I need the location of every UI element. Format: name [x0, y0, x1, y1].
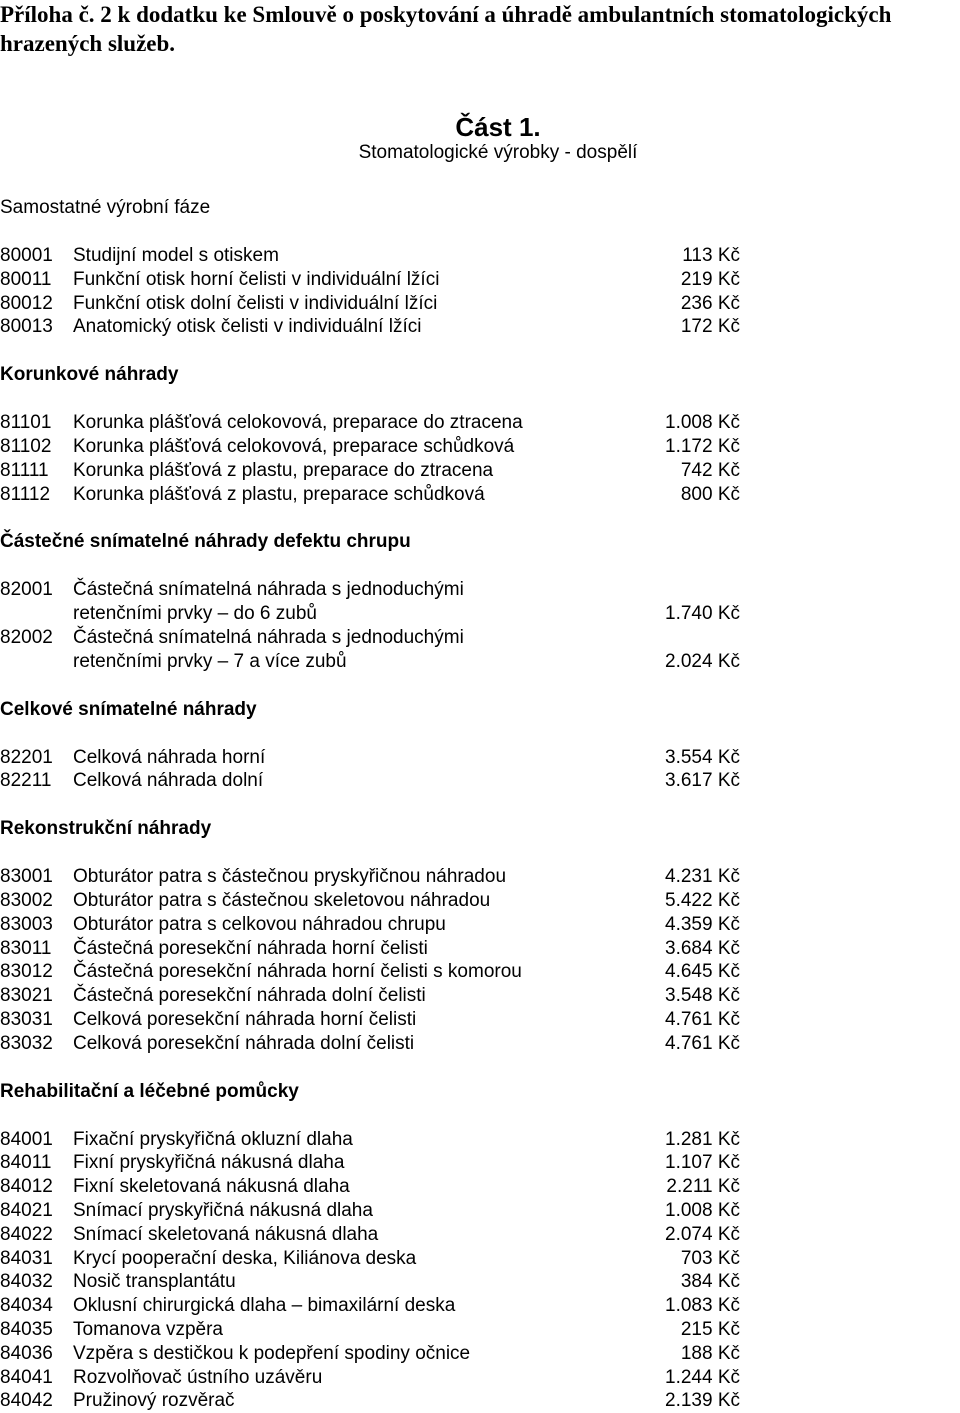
- item-code: 84035: [0, 1318, 53, 1340]
- section: [0, 363, 960, 506]
- item-code: 84042: [0, 1390, 53, 1412]
- item-name: [73, 244, 279, 268]
- header-line-2: hrazených služeb.: [0, 31, 176, 56]
- item-price: 2.024 Kč: [665, 650, 740, 672]
- item-row: [0, 1223, 960, 1247]
- item-row: [0, 865, 960, 889]
- item-price: 113 Kč: [682, 245, 740, 266]
- item-code: 83003: [0, 913, 53, 935]
- item-price: 4.645 Kč: [665, 961, 740, 983]
- item-name-line: Snímací pryskyřičná nákusná dlaha: [73, 1199, 373, 1221]
- section: [0, 1080, 960, 1413]
- item-name: [73, 865, 506, 889]
- item-price: 172 Kč: [680, 316, 740, 338]
- section-title: Rehabilitační a léčebné pomůcky: [0, 1080, 299, 1102]
- item-price: 2.211 Kč: [666, 1176, 740, 1198]
- item-code: 80011: [0, 268, 52, 290]
- item-name: [73, 1199, 373, 1223]
- item-name: [73, 1223, 378, 1247]
- item-name-line: Funkční otisk dolní čelisti v individuální lžíci: [73, 292, 438, 314]
- item-price: 703 Kč: [680, 1247, 740, 1269]
- item-row: [0, 1366, 960, 1390]
- item-name-line: Celková poresekční náhrada dolní čelisti: [73, 1032, 415, 1054]
- item-row: [0, 1270, 960, 1294]
- item-code: 80001: [0, 245, 53, 266]
- item-name: [73, 459, 493, 483]
- item-name: [73, 1175, 350, 1199]
- item-code: 83021: [0, 985, 53, 1007]
- part-subtitle: Stomatologické výrobky - dospělí: [358, 142, 638, 163]
- item-name-line: Částečná poresekční náhrada horní čelisti s komorou: [73, 961, 522, 983]
- item-code: 84041: [0, 1366, 53, 1388]
- item-row: [0, 984, 960, 1008]
- item-name: [73, 1247, 416, 1271]
- item-price: 800 Kč: [680, 483, 740, 505]
- item-price: 3.684 Kč: [665, 937, 740, 959]
- item-price: 2.139 Kč: [665, 1390, 740, 1412]
- item-row: [0, 1008, 960, 1032]
- item-name: [73, 1389, 235, 1413]
- item-price: 4.761 Kč: [665, 1008, 740, 1030]
- item-code: 83001: [0, 866, 53, 888]
- part-title: Část 1.: [455, 112, 541, 142]
- item-row: [0, 1151, 960, 1175]
- section: [0, 530, 960, 673]
- item-code: 81111: [0, 459, 49, 481]
- section-title: Rekonstrukční náhrady: [0, 818, 212, 840]
- section-gap: [0, 674, 960, 698]
- item-name: [73, 268, 439, 292]
- header-line-1: Příloha č. 2 k dodatku ke Smlouvě o poskytování a úhradě ambulantních stomatologických: [0, 2, 892, 27]
- item-price: 215 Kč: [680, 1318, 740, 1340]
- item-code: 83011: [0, 937, 52, 959]
- item-row: [0, 268, 960, 292]
- item-price: 1.281 Kč: [665, 1128, 740, 1150]
- item-price: 219 Kč: [680, 268, 740, 290]
- item-name-line: Částečná poresekční náhrada horní čelisti: [73, 937, 428, 959]
- item-name-line: Částečná snímatelná náhrada s jednoduchými: [73, 579, 464, 601]
- item-code: 84021: [0, 1199, 53, 1221]
- item-code: 80012: [0, 292, 53, 314]
- item-row: [0, 459, 960, 483]
- item-price: 1.107 Kč: [665, 1152, 740, 1174]
- item-name-line: Korunka plášťová celokovová, preparace schůdková: [73, 435, 515, 457]
- item-price: 3.554 Kč: [665, 746, 740, 768]
- item-name-line: Oklusní chirurgická dlaha – bimaxilární deska: [73, 1295, 456, 1317]
- item-name-line: Pružinový rozvěrač: [73, 1390, 235, 1412]
- item-name-line: Částečná snímatelná náhrada s jednoduchými: [73, 626, 464, 648]
- item-row: [0, 960, 960, 984]
- item-price: 742 Kč: [680, 459, 740, 481]
- item-name: [73, 1342, 470, 1366]
- section-gap: [0, 339, 960, 363]
- item-row: [0, 1389, 960, 1413]
- item-name-line: Vzpěra s destičkou k podepření spodiny očnice: [73, 1342, 471, 1364]
- section: [0, 244, 960, 339]
- item-price: 3.548 Kč: [665, 985, 740, 1007]
- section-gap: [0, 793, 960, 817]
- item-code: 83032: [0, 1032, 53, 1054]
- item-price: 1.172 Kč: [665, 435, 740, 457]
- item-price: 384 Kč: [680, 1271, 740, 1293]
- item-code: 84011: [0, 1152, 52, 1174]
- item-code: 80013: [0, 316, 53, 338]
- item-name: [73, 1008, 416, 1032]
- item-name-line: Celková poresekční náhrada horní čelisti: [73, 1008, 417, 1030]
- item-row: [0, 411, 960, 435]
- item-name-line: Fixní pryskyřičná nákusná dlaha: [73, 1152, 345, 1174]
- item-price: 1.008 Kč: [665, 1199, 740, 1221]
- item-code: 83012: [0, 961, 53, 983]
- item-row: [0, 483, 960, 507]
- item-row: [0, 1032, 960, 1056]
- item-code: 84034: [0, 1295, 53, 1317]
- item-row: [0, 1128, 960, 1152]
- section: [0, 698, 960, 794]
- item-name-line: Celková náhrada dolní: [73, 770, 264, 792]
- item-code: 82002: [0, 626, 53, 648]
- item-row: [0, 244, 960, 268]
- item-name: [73, 960, 522, 984]
- item-name-line: Nosič transplantátu: [73, 1271, 236, 1293]
- item-name-line: Tomanova vzpěra: [73, 1318, 223, 1340]
- item-name: [73, 1032, 414, 1056]
- item-code: 82211: [0, 770, 52, 792]
- item-name-line: Obturátor patra s celkovou náhradou chrupu: [73, 913, 446, 935]
- item-name-line: retenčními prvky – do 6 zubů: [73, 603, 317, 625]
- item-price: 1.083 Kč: [665, 1295, 740, 1317]
- item-name: [73, 1294, 455, 1318]
- item-name-line: Obturátor patra s částečnou skeletovou náhradou: [73, 889, 491, 911]
- item-price: 1.008 Kč: [665, 412, 740, 434]
- item-row: [0, 769, 960, 793]
- item-code: 81112: [0, 483, 51, 505]
- item-name-line: retenčními prvky – 7 a více zubů: [73, 650, 347, 672]
- item-code: 81102: [0, 435, 52, 457]
- item-row: [0, 1342, 960, 1366]
- item-row: [0, 889, 960, 913]
- item-name: [73, 769, 263, 793]
- item-name: [73, 1366, 322, 1390]
- item-name: [73, 315, 421, 339]
- item-name: [73, 1128, 353, 1152]
- item-price: 4.761 Kč: [665, 1032, 740, 1054]
- item-name-line: Snímací skeletovaná nákusná dlaha: [73, 1223, 379, 1245]
- item-row: [0, 578, 960, 626]
- item-price: 1.244 Kč: [665, 1366, 740, 1388]
- item-name-line: Částečná poresekční náhrada dolní čelisti: [73, 985, 426, 1007]
- item-name: [73, 1318, 223, 1342]
- item-price: 4.231 Kč: [665, 866, 740, 888]
- phase-title: Samostatné výrobní fáze: [0, 197, 211, 218]
- section-title: Korunkové náhrady: [0, 364, 179, 386]
- item-price: 1.740 Kč: [665, 603, 740, 625]
- item-row: [0, 913, 960, 937]
- item-name-line: Rozvolňovač ústního uzávěru: [73, 1366, 323, 1388]
- item-row: [0, 1175, 960, 1199]
- item-code: 81101: [0, 412, 52, 434]
- item-name-line: Fixní skeletovaná nákusná dlaha: [73, 1176, 350, 1198]
- item-name: [73, 937, 428, 961]
- item-name: [73, 292, 437, 316]
- document-header: [0, 0, 960, 58]
- item-name: [73, 1270, 236, 1294]
- item-name: [73, 984, 426, 1008]
- item-code: 84032: [0, 1271, 53, 1293]
- item-code: 83002: [0, 889, 53, 911]
- item-row: [0, 1318, 960, 1342]
- item-row: [0, 626, 960, 674]
- item-name-line: Krycí pooperační deska, Kiliánova deska: [73, 1247, 417, 1269]
- section: [0, 817, 960, 1055]
- item-row: [0, 937, 960, 961]
- item-code: 84012: [0, 1176, 53, 1198]
- section-gap: [0, 1056, 960, 1080]
- item-code: 84031: [0, 1247, 53, 1269]
- item-row: [0, 292, 960, 316]
- item-name-line: Obturátor patra s částečnou pryskyřičnou náhradou: [73, 866, 507, 888]
- item-name-line: Funkční otisk horní čelisti v individuální lžíci: [73, 268, 440, 290]
- item-code: 84001: [0, 1128, 53, 1150]
- item-price: 5.422 Kč: [665, 889, 740, 911]
- item-price: 3.617 Kč: [665, 770, 740, 792]
- item-price: 236 Kč: [680, 292, 740, 314]
- item-code: 82001: [0, 579, 53, 601]
- item-code: 82201: [0, 746, 53, 768]
- item-price: 188 Kč: [680, 1342, 740, 1364]
- item-code: 84036: [0, 1342, 53, 1364]
- item-name: [73, 626, 464, 674]
- item-name: [73, 483, 485, 507]
- item-name-line: Korunka plášťová celokovová, preparace do ztracena: [73, 412, 523, 434]
- section-title: Částečné snímatelné náhrady defektu chrupu: [0, 531, 411, 553]
- item-price: 2.074 Kč: [665, 1223, 740, 1245]
- item-name: [73, 578, 464, 626]
- item-name-line: Korunka plášťová z plastu, preparace do ztracena: [73, 459, 494, 481]
- item-name: [73, 889, 490, 913]
- item-row: [0, 1199, 960, 1223]
- item-name: [73, 411, 523, 435]
- item-name-line: Studijní model s otiskem: [73, 245, 279, 266]
- item-price: 4.359 Kč: [665, 913, 740, 935]
- item-name: [73, 913, 446, 937]
- item-name: [73, 1151, 344, 1175]
- item-name: [73, 435, 514, 459]
- item-name-line: Fixační pryskyřičná okluzní dlaha: [73, 1128, 353, 1150]
- item-row: [0, 1294, 960, 1318]
- item-code: 84022: [0, 1223, 53, 1245]
- item-name-line: Anatomický otisk čelisti v individuální lžíci: [73, 316, 422, 338]
- item-row: [0, 315, 960, 339]
- item-row: [0, 1247, 960, 1271]
- item-name-line: Korunka plášťová z plastu, preparace schůdková: [73, 483, 485, 505]
- section-gap: [0, 506, 960, 530]
- item-name-line: Celková náhrada horní: [73, 746, 266, 768]
- item-row: [0, 746, 960, 770]
- item-code: 83031: [0, 1008, 53, 1030]
- section-title: Celkové snímatelné náhrady: [0, 698, 257, 720]
- price-list: [0, 244, 960, 1413]
- item-row: [0, 435, 960, 459]
- item-name: [73, 746, 265, 770]
